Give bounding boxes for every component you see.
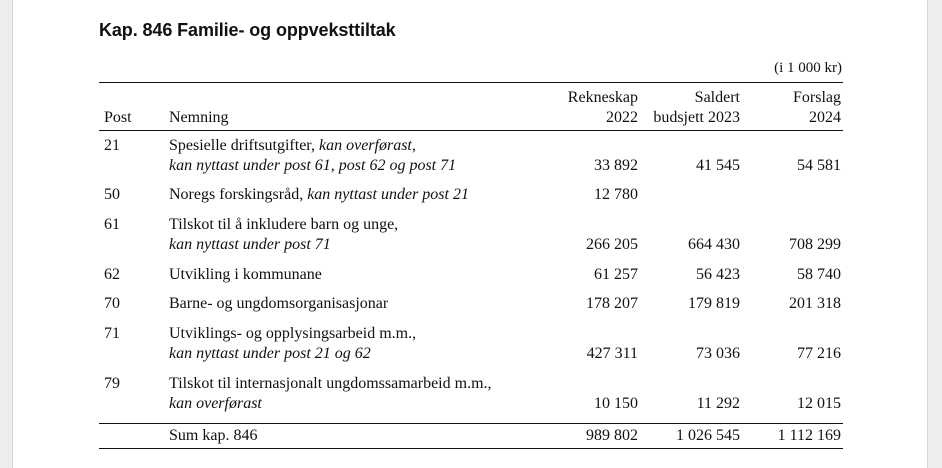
sum-label: Sum kap. 846 [169, 427, 258, 444]
row-name-plain: Tilskot til internasjonalt ungdomssamarbeid m.m., [169, 375, 492, 392]
row-name-plain: Noregs forskingsråd, [169, 186, 304, 203]
unit-note: (i 1 000 kr) [774, 60, 842, 76]
header-rule [99, 130, 843, 131]
row-value-2024: 708 299 [789, 236, 841, 253]
row-name-italic-line2: kan nyttast under post 61, post 62 og post 71 [169, 157, 457, 174]
row-name-plain: Barne- og ungdomsorganisasjonar [169, 295, 389, 312]
row-value-2023: 73 036 [696, 345, 740, 362]
row-value-2022: 12 780 [594, 186, 638, 203]
document-page [12, 0, 928, 468]
row-value-2022: 61 257 [594, 266, 638, 283]
row-value-2024: 54 581 [797, 157, 841, 174]
header-name: Nemning [169, 109, 229, 126]
row-post: 50 [104, 186, 120, 203]
row-value-2022: 10 150 [594, 395, 638, 412]
row-value-2023: 664 430 [688, 236, 740, 253]
row-name-italic: kan overførast, [315, 137, 416, 154]
row-name [169, 185, 469, 205]
row-post: 62 [104, 266, 120, 283]
table-top-rule [99, 82, 843, 83]
sum-value-2023: 1 026 545 [676, 427, 740, 444]
sum-rule [99, 423, 843, 424]
row-value-2022: 33 892 [594, 157, 638, 174]
header-col1-line1: Rekneskap [567, 89, 638, 106]
row-value-2023: 11 292 [696, 395, 740, 412]
row-value-2023: 179 819 [688, 295, 740, 312]
row-value-2023: 56 423 [696, 266, 740, 283]
header-col2-line1: Saldert [694, 89, 740, 106]
header-col1-line2: 2022 [606, 109, 638, 126]
row-name-plain: Spesielle driftsutgifter, [169, 137, 315, 154]
row-name-plain: Utvikling i kommunane [169, 266, 322, 283]
row-value-2024: 201 318 [789, 295, 841, 312]
row-value-2024: 77 216 [797, 345, 841, 362]
table-bottom-rule [99, 448, 843, 449]
row-name-italic: kan nyttast under post 21 [303, 186, 469, 203]
header-col3-line1: Forslag [793, 89, 841, 106]
row-value-2024: 58 740 [797, 266, 841, 283]
row-name-italic-line2: kan nyttast under post 71 [169, 236, 331, 253]
row-post: 21 [104, 137, 120, 154]
row-post: 70 [104, 295, 120, 312]
row-post: 71 [104, 325, 120, 342]
row-name-italic-line2: kan overførast [169, 395, 262, 412]
row-value-2024: 12 015 [797, 395, 841, 412]
row-post: 79 [104, 375, 120, 392]
row-value-2022: 178 207 [586, 295, 638, 312]
row-name-plain: Tilskot til å inkludere barn og unge, [169, 216, 399, 233]
table-title: Kap. 846 Familie- og oppveksttiltak [99, 20, 396, 40]
row-name-italic-line2: kan nyttast under post 21 og 62 [169, 345, 371, 362]
header-col3-line2: 2024 [809, 109, 841, 126]
sum-value-2022: 989 802 [586, 427, 638, 444]
row-name-plain: Utviklings- og opplysingsarbeid m.m., [169, 325, 417, 342]
header-col2-line2: budsjett 2023 [653, 109, 740, 126]
row-value-2023: 41 545 [696, 157, 740, 174]
row-value-2022: 427 311 [586, 345, 638, 362]
row-value-2022: 266 205 [586, 236, 638, 253]
row-post: 61 [104, 216, 120, 233]
header-post: Post [104, 109, 132, 126]
sum-value-2024: 1 112 169 [777, 427, 841, 444]
row-name [169, 136, 416, 156]
